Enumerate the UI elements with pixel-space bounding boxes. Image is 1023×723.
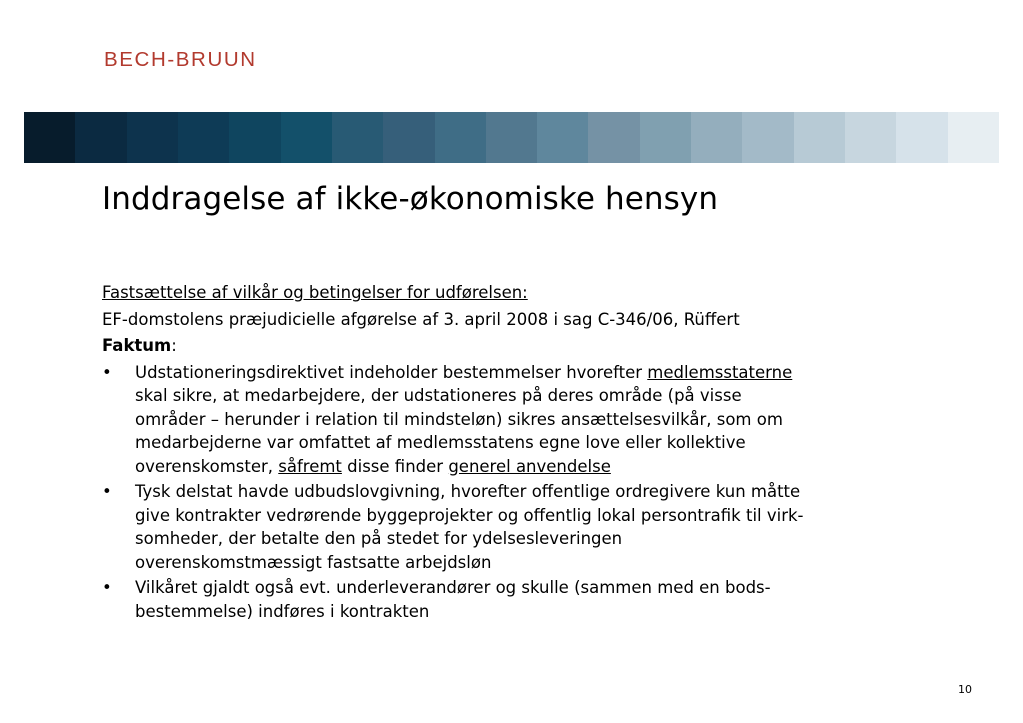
color-band-7 [332,112,383,163]
page-number: 10 [958,683,972,696]
bullet-1-line-5-pre: overenskomster, [135,456,279,476]
subtitle-text: Fastsættelse af vilkår og betingelser for udførelsen: [102,283,528,302]
bullet-3-line-1: Vilkåret gjaldt også evt. underleverandører og skulle (sammen med en bods- [135,578,771,597]
bullet-1-line-1-text: Udstationeringsdirektivet indeholder bestemmelser hvorefter [135,362,648,382]
bullet-list [102,361,952,624]
color-band-4 [178,112,229,163]
color-band-10 [486,112,537,163]
faktum-label: Faktum [102,336,172,355]
bullet-item-1 [102,361,952,479]
bullet-1-line-3: områder – herunder i relation til mindsteløn) sikres ansættelsesvilkår, som om [135,409,783,429]
color-band-1 [24,112,75,163]
bullet-symbol: • [102,578,112,597]
bullet-1-line-2: skal sikre, at medarbejdere, der udstationeres på deres område (på visse [135,386,742,405]
bullet-2-line-2: give kontrakter vedrørende byggeprojekter og offentlig lokal persontrafik til virk- [135,505,804,525]
color-band-14 [691,112,742,163]
bech-bruun-logo [104,44,324,74]
bullet-2-line-1: Tysk delstat havde udbudslovgivning, hvorefter offentlige ordregivere kun måtte [135,482,801,501]
color-band-5 [229,112,280,163]
bullet-1-line-5 [135,455,952,479]
color-band-15 [742,112,793,163]
bullet-1-line-1 [135,361,952,385]
color-band-19 [948,112,999,163]
color-band-3 [127,112,178,163]
logo-text: BECH-BRUUN [104,48,257,71]
slide-body [102,281,952,625]
faktum-colon: : [171,336,177,355]
color-band-8 [383,112,434,163]
underlined-safremt: såfremt [278,456,342,476]
bullet-1-line-4: medarbejderne var omfattet af medlemsstatens egne love eller kollektive [135,433,746,452]
color-band-12 [588,112,639,163]
color-band-17 [845,112,896,163]
bullet-2-line-4: overenskomstmæssigt fastsatte arbejdsløn [135,552,492,572]
case-reference: EF-domstolens præjudicielle afgørelse af 3. april 2008 i sag C-346/06, Rüffert [102,309,740,329]
bullet-1-line-5-mid: disse finder [341,456,449,476]
color-band-16 [794,112,845,163]
bullet-symbol: • [102,362,112,382]
bullet-item-3 [102,576,952,623]
slide-title: Inddragelse af ikke-økonomiske hensyn [102,181,719,217]
faktum-heading [102,334,952,358]
color-band-strip [24,112,999,163]
color-band-13 [640,112,691,163]
color-band-18 [896,112,947,163]
color-band-9 [435,112,486,163]
bullet-item-2 [102,480,952,574]
bullet-3-line-2: bestemmelse) indføres i kontrakten [135,601,430,621]
bullet-2-line-3: somheder, der betalte den på stedet for ydelsesleveringen [135,529,623,548]
color-band-2 [75,112,126,163]
color-band-11 [537,112,588,163]
underlined-medlemsstaterne: medlemsstaterne [647,362,793,382]
subtitle [102,281,952,305]
bullet-symbol: • [102,482,112,501]
color-band-6 [281,112,332,163]
underlined-generel-anvendelse: generel anvendelse [448,456,611,476]
logo-wordmark [104,44,324,74]
